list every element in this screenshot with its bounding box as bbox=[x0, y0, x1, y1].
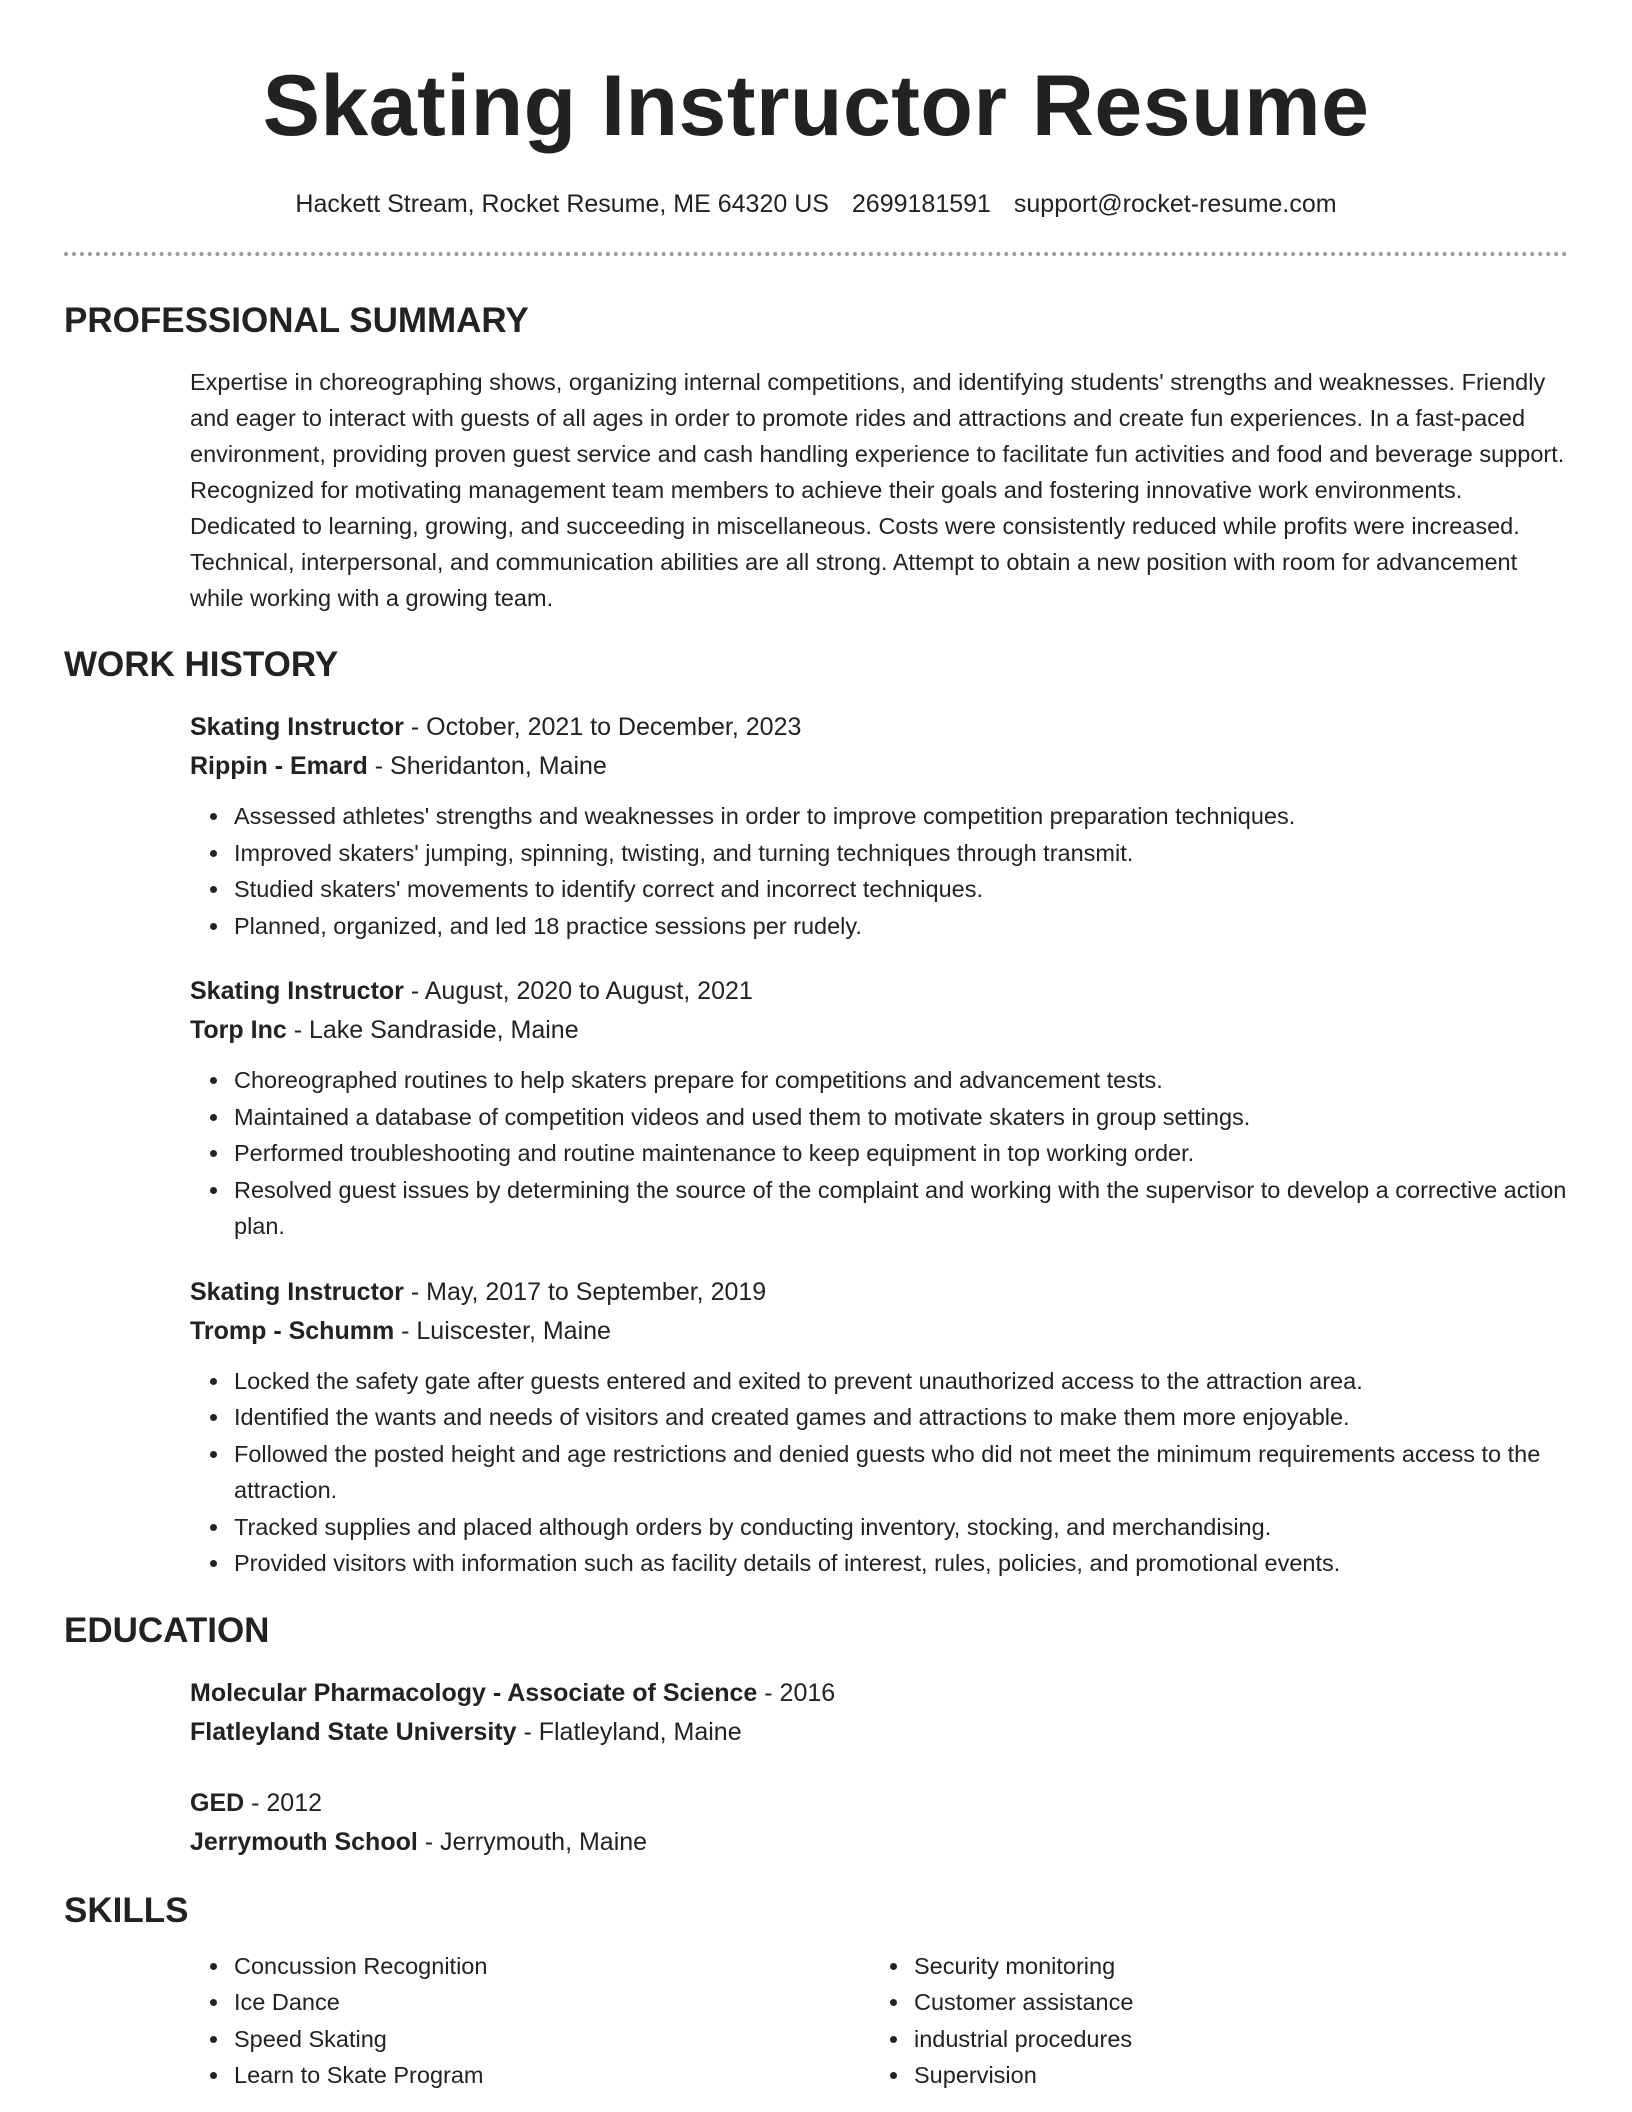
job-role-line bbox=[190, 972, 1568, 1011]
list-item: Assessed athletes' strengths and weaknesses in order to improve competition preparation techniques. bbox=[234, 798, 1568, 835]
list-item: Performed troubleshooting and routine maintenance to keep equipment in top working order. bbox=[234, 1135, 1568, 1172]
job-company: Tromp - Schumm bbox=[190, 1316, 395, 1345]
section-title-skills: SKILLS bbox=[64, 1890, 189, 1930]
contact-address: Hackett Stream, Rocket Resume, ME 64320 US bbox=[295, 190, 829, 218]
list-item: Studied skaters' movements to identify correct and incorrect techniques. bbox=[234, 871, 1568, 908]
list-item: Maintained a database of competition videos and used them to motivate skaters in group settings. bbox=[234, 1099, 1568, 1136]
contact-phone: 2699181591 bbox=[851, 190, 991, 218]
education-year: - 2016 bbox=[757, 1678, 836, 1707]
list-item: Customer assistance bbox=[914, 1984, 1133, 2021]
list-item: industrial procedures bbox=[914, 2021, 1133, 2058]
job-bullets bbox=[234, 798, 1568, 944]
education-location: - Flatleyland, Maine bbox=[516, 1717, 742, 1746]
education-school: Flatleyland State University bbox=[190, 1717, 517, 1746]
job-entry bbox=[64, 972, 1568, 1245]
list-item: Locked the safety gate after guests entered and exited to prevent unauthorized access to the attraction area. bbox=[234, 1363, 1568, 1400]
job-bullets bbox=[234, 1062, 1568, 1245]
list-item: Resolved guest issues by determining the source of the complaint and working with the supervisor to develop a corrective action plan. bbox=[234, 1172, 1568, 1245]
education-degree-line bbox=[190, 1784, 1568, 1823]
job-role-line bbox=[190, 708, 1568, 747]
education-entry bbox=[64, 1674, 1568, 1752]
education-school: Jerrymouth School bbox=[190, 1827, 418, 1856]
job-company-line bbox=[190, 1011, 1568, 1050]
job-company: Rippin - Emard bbox=[190, 752, 368, 780]
job-company-line bbox=[190, 747, 1568, 786]
list-item: Planned, organized, and led 18 practice sessions per rudely. bbox=[234, 908, 1568, 945]
list-item: Ice Dance bbox=[234, 1984, 914, 2021]
list-item: Improved skaters' jumping, spinning, twisting, and turning techniques through transmit. bbox=[234, 835, 1568, 872]
job-company: Torp Inc bbox=[190, 1016, 287, 1044]
job-role: Skating Instructor bbox=[190, 713, 404, 741]
contact-email: support@rocket-resume.com bbox=[1013, 190, 1337, 218]
job-location: - Lake Sandraside, Maine bbox=[286, 1016, 579, 1044]
list-item: Tracked supplies and placed although orders by conducting inventory, stocking, and merchandising. bbox=[234, 1509, 1568, 1546]
education-degree: GED bbox=[190, 1788, 245, 1817]
list-item: Security monitoring bbox=[914, 1948, 1133, 1985]
section-title-education: EDUCATION bbox=[64, 1610, 270, 1650]
section-title-summary: PROFESSIONAL SUMMARY bbox=[64, 301, 529, 340]
header-divider bbox=[64, 252, 1568, 256]
job-role: Skating Instructor bbox=[190, 1277, 404, 1306]
education-entry bbox=[64, 1784, 1568, 1862]
list-item: Speed Skating bbox=[234, 2021, 914, 2058]
list-item: Concussion Recognition bbox=[234, 1948, 914, 1985]
list-item: Supervision bbox=[914, 2057, 1133, 2094]
skills-column-1 bbox=[234, 1948, 914, 2094]
job-location: - Luiscester, Maine bbox=[394, 1316, 611, 1345]
resume-page bbox=[64, 0, 1568, 2094]
list-item: Choreographed routines to help skaters prepare for competitions and advancement tests. bbox=[234, 1062, 1568, 1099]
job-entry bbox=[64, 708, 1568, 944]
job-location: - Sheridanton, Maine bbox=[367, 752, 607, 780]
education-degree-line bbox=[190, 1674, 1568, 1713]
contact-line bbox=[64, 186, 1568, 222]
section-title-work: WORK HISTORY bbox=[64, 645, 339, 684]
job-bullets bbox=[234, 1363, 1568, 1582]
job-dates: - August, 2020 to August, 2021 bbox=[403, 977, 753, 1005]
job-role: Skating Instructor bbox=[190, 977, 404, 1005]
list-item: Followed the posted height and age restrictions and denied guests who did not meet the minimum requirements access to the attraction. bbox=[234, 1436, 1568, 1509]
list-item: Provided visitors with information such as facility details of interest, rules, policies, and promotional events. bbox=[234, 1545, 1568, 1582]
education-school-line bbox=[190, 1713, 1568, 1752]
job-dates: - May, 2017 to September, 2019 bbox=[403, 1277, 767, 1306]
skills-column-2 bbox=[914, 1948, 1133, 2094]
list-item: Learn to Skate Program bbox=[234, 2057, 914, 2094]
education-location: - Jerrymouth, Maine bbox=[417, 1827, 648, 1856]
resume-title: Skating Instructor Resume bbox=[262, 58, 1370, 154]
education-year: - 2012 bbox=[244, 1788, 323, 1817]
job-company-line bbox=[190, 1312, 1568, 1351]
education-school-line bbox=[190, 1823, 1568, 1862]
job-entry bbox=[64, 1273, 1568, 1582]
job-role-line bbox=[190, 1273, 1568, 1312]
job-dates: - October, 2021 to December, 2023 bbox=[403, 713, 802, 741]
list-item: Identified the wants and needs of visitors and created games and attractions to make them more enjoyable. bbox=[234, 1399, 1568, 1436]
summary-text: Expertise in choreographing shows, organizing internal competitions, and identifying students' strengths and weaknesses. Friendly and eager to interact with guests of all ages in order to promote rides and attractions and create fun experiences. In a fast-paced environment, providing proven guest service and cash handling experience to facilitate fun activities and food and beverage support. Recognized for motivating management team members to achieve their goals and fostering innovative work environments. Dedicated to learning, growing, and succeeding in miscellaneous. Costs were consistently reduced while profits were increased. Technical, interpersonal, and communication abilities are all strong. Attempt to obtain a new position with room for advancement while working with a growing team. bbox=[190, 369, 1565, 611]
education-degree: Molecular Pharmacology - Associate of Science bbox=[190, 1678, 758, 1707]
skills-list bbox=[64, 1948, 1568, 2094]
